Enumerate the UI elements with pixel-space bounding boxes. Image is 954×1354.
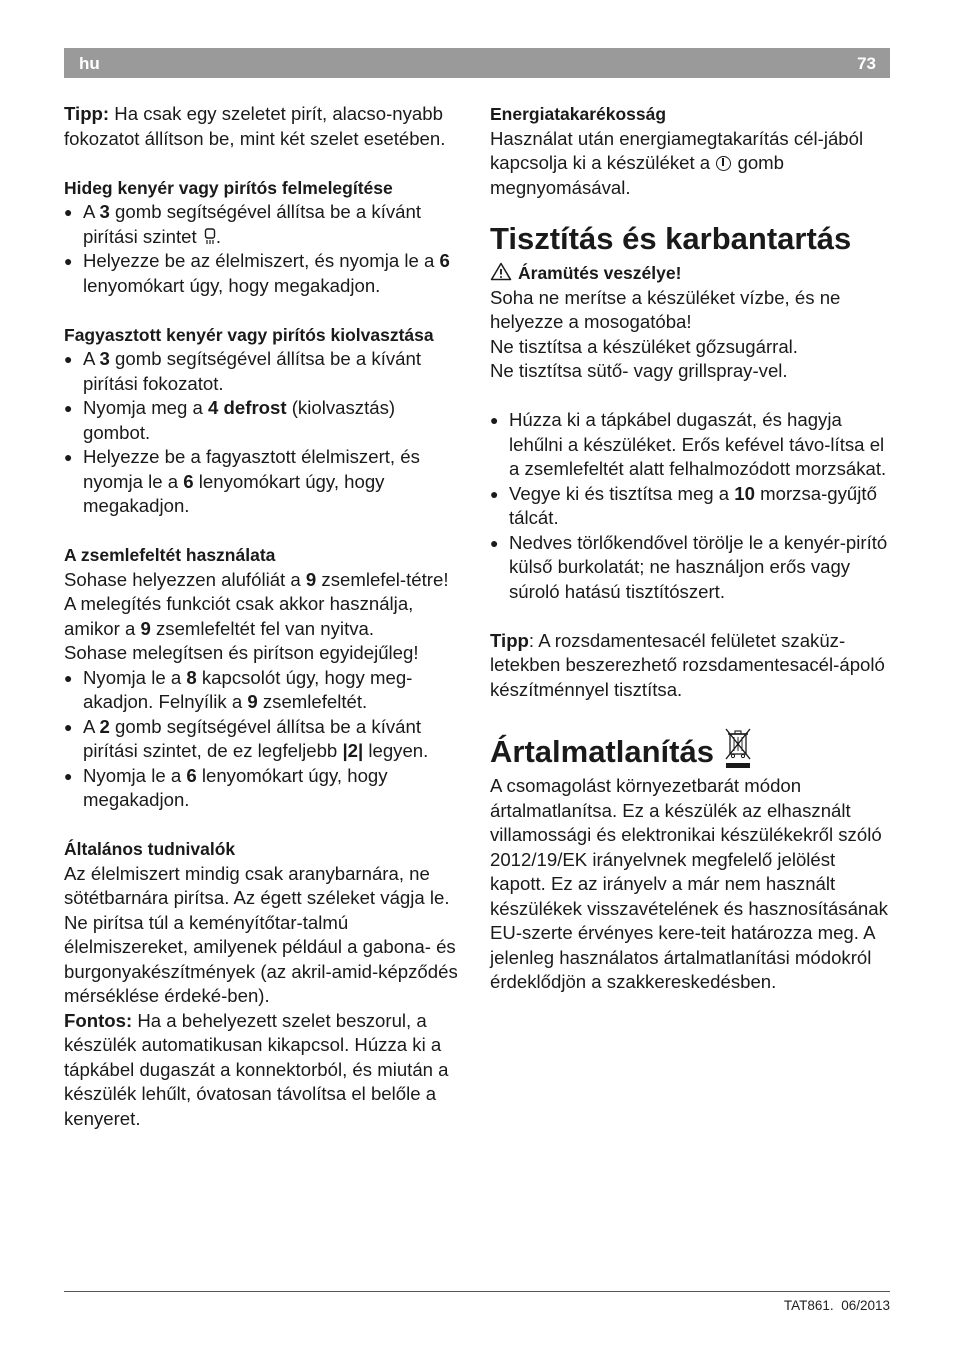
cold-list — [64, 200, 466, 298]
warning-text: Ne tisztítsa a készüléket gőzsugárral. — [490, 335, 798, 357]
list-item: ● A 2 gomb segítségével állítsa be a kívánt pirítási szintet, de ez legfeljebb |2| legyen. — [64, 715, 466, 764]
cold-heading: Hideg kenyér vagy pirítós felmelegítése — [64, 177, 393, 198]
list-item: ● A 3 gomb segítségével állítsa be a kívánt pirítási szintet . — [64, 200, 466, 249]
frozen-heading: Fagyasztott kenyér vagy pirítós kiolvasztása — [64, 324, 434, 345]
rack-paragraph: A melegítés funkciót csak akkor használja, amikor a 9 zsemlefeltét fel van nyitva. — [64, 593, 414, 639]
disposal-title: Ártalmatlanítás — [490, 726, 890, 770]
important-paragraph: Fontos: Ha a behelyezett szelet beszorul, a készülék automatikusan kikapcsol. Húzza ki a tápkábel dugaszát a konnektorból, és miután a készülék lehűlt, óvatosan távolítsa el belőle a kenyeret. — [64, 1009, 449, 1129]
list-item: ● Nyomja meg a 4 defrost (kiolvasztás) gombot. — [64, 396, 466, 445]
footer-divider — [64, 1291, 890, 1292]
list-item: ● A 3 gomb segítségével állítsa be a kívánt pirítási fokozatot. — [64, 347, 466, 396]
list-item: ● Helyezze be az élelmiszert, és nyomja le a 6 lenyomókart úgy, hogy megakadjon. — [64, 249, 466, 298]
warning-triangle-icon — [490, 262, 512, 281]
tip-paragraph: Tipp: Ha csak egy szeletet pirít, alacso-nyabb fokozatot állítson be, mint két szelet esetében. — [64, 103, 446, 149]
cleaning-tip: Tipp: A rozsdamentesacél felületet szaküz-letekben beszerezhető rozsdamentesacél-ápoló készítménnyel tisztítsa. — [490, 629, 885, 700]
toast-level-icon — [204, 228, 216, 246]
general-paragraph: Az élelmiszert mindig csak aranybarnára, ne sötétbarnára pirítsa. Az égett széleket vágja le. Ne pirítsa túl a keményítőtar-talmú élelmiszereket, amilyenek például a gabona- és burgonyakészítmények (az akril-amid-képződés mérséklése érdeké-ben). — [64, 862, 458, 1006]
right-column — [490, 102, 890, 995]
frozen-list — [64, 347, 466, 519]
crossed-out-bin-icon — [723, 726, 753, 770]
footer: TAT861. 06/2013 — [783, 1298, 890, 1313]
general-heading: Általános tudnivalók — [64, 839, 236, 859]
list-item: ● Nedves törlőkendővel törölje le a kenyér-pirító külső burkolatát; ne használjon erős vagy súroló hatású tisztítószert. — [490, 531, 890, 605]
page-number: 73 — [857, 54, 876, 73]
list-item: ● Vegye ki és tisztítsa meg a 10 morzsa-gyűjtő tálcát. — [490, 482, 890, 531]
rack-paragraph: Sohase helyezzen alufóliát a 9 zsemlefel-tétre! — [64, 568, 449, 590]
header-bar — [64, 48, 890, 78]
warning-text: Soha ne merítse a készüléket vízbe, és ne helyezze a mosogatóba! — [490, 286, 841, 332]
cleaning-list — [490, 408, 890, 604]
energy-paragraph: Használat után energiamegtakarítás cél-jából kapcsolja ki a készüléket a gomb megnyomásával. — [490, 127, 864, 198]
rack-heading: A zsemlefeltét használata — [64, 545, 276, 565]
left-column — [64, 102, 466, 1131]
rack-paragraph: Sohase melegítsen és pirítson egyidejűleg! — [64, 642, 419, 663]
list-item: ● Nyomja le a 6 lenyomókart úgy, hogy megakadjon. — [64, 764, 466, 813]
language-code: hu — [79, 54, 100, 73]
rack-list — [64, 666, 466, 813]
energy-heading: Energiatakarékosság — [490, 104, 667, 124]
cleaning-title: Tisztítás és karbantartás — [490, 221, 852, 256]
warning-text: Ne tisztítsa sütő- vagy grillspray-vel. — [490, 360, 788, 381]
power-button-icon — [716, 156, 731, 171]
warning-heading: Áramütés veszélye! — [490, 261, 890, 286]
list-item: ● Húzza ki a tápkábel dugaszát, és hagyja lehűlni a készüléket. Erős kefével távo-lítsa el a zsemlefeltét alatt felhalmozódott morzsákat. — [490, 408, 890, 482]
disposal-paragraph: A csomagolást környezetbarát módon ártalmatlanítsa. Ez a készülék az elhasznált villamossági és elektronikai készülékekről szóló 2012/19/EK irányelvnek megfelelő jelölést kapott. Ez az irányelv a már nem használt készülékek visszavételének és hasznosításának EU-szerte érvényes kere-teit határozza meg. A jelenleg használatos ártalmatlanítási módokról érdeklődjön a szakkereskedésben. — [490, 775, 888, 992]
list-item: ● Nyomja le a 8 kapcsolót úgy, hogy meg-akadjon. Felnyílik a 9 zsemlefeltét. — [64, 666, 466, 715]
list-item: ● Helyezze be a fagyasztott élelmiszert, és nyomja le a 6 lenyomókart úgy, hogy megakadjon. — [64, 445, 466, 519]
